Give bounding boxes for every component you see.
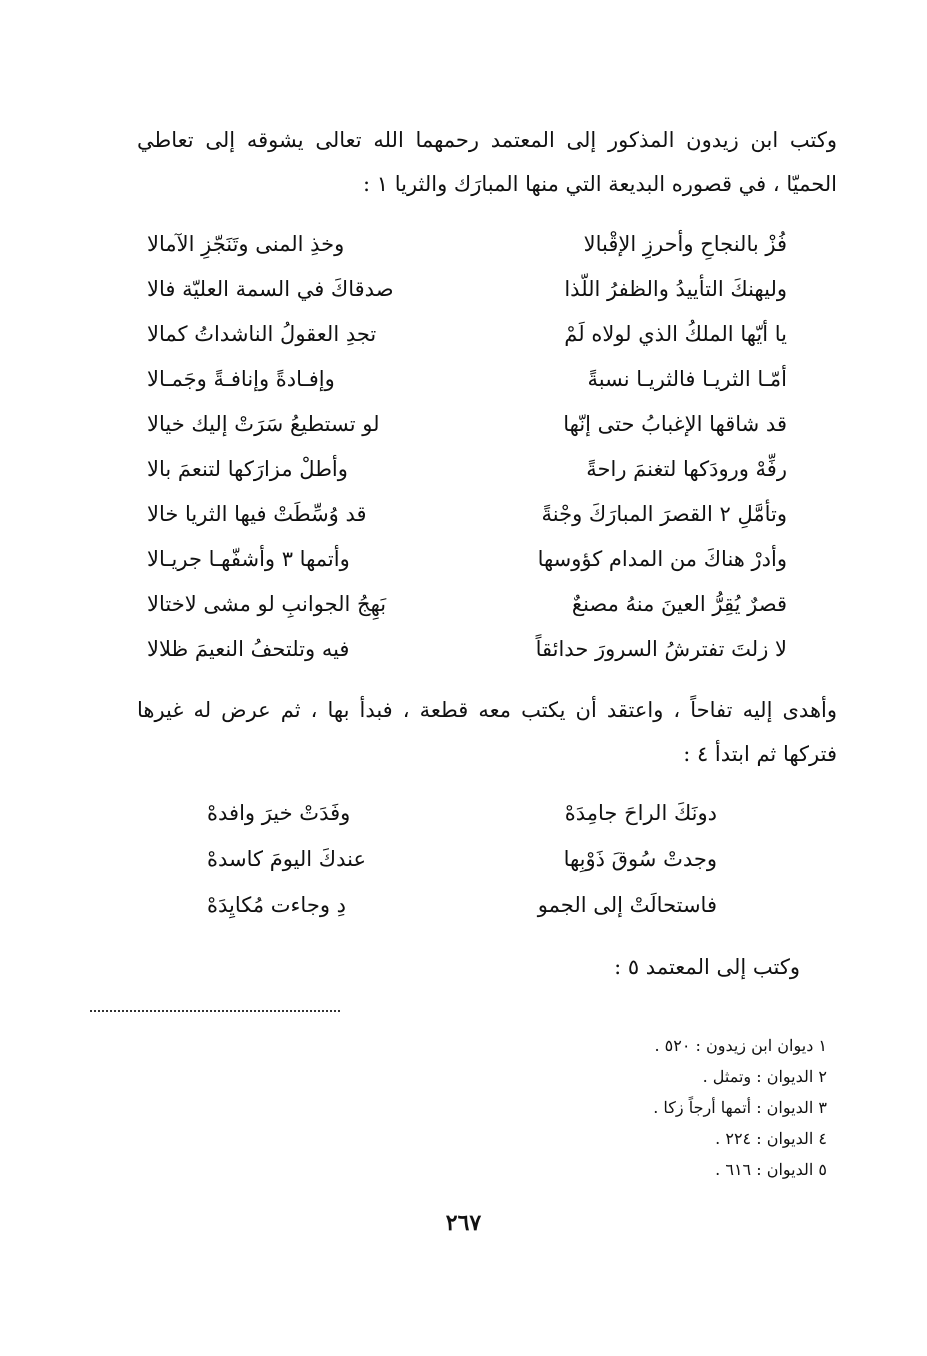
page-number: ٢٦٧ [445, 1210, 482, 1236]
verse [147, 537, 787, 582]
second-paragraph [137, 688, 837, 776]
footnote-separator [90, 1010, 340, 1012]
verse-first-hemistich: فُزْ بالنجاحِ وأحرزِ الإقْبالا [583, 232, 787, 256]
verse-second-hemistich: وخذِ المنى وتَنَجّزِ الآمالا [147, 232, 345, 256]
closing-line: وكتب إلى المعتمد ٥ : [614, 955, 800, 979]
verse [147, 267, 787, 312]
verse-second-hemistich: فيه وتلتحفُ النعيمَ ظلالا [147, 637, 350, 661]
footnote: ٣ الديوان : أتمها أرجاً زكا . [653, 1098, 827, 1117]
verse-second-hemistich: عندكَ اليومَ كاسدهْ [207, 847, 366, 871]
verse-first-hemistich: وتأمَّلِ ٢ القصرَ المبارَكَ وجْنةً [541, 502, 787, 526]
verse [147, 222, 787, 267]
verse [147, 492, 787, 537]
verse-second-hemistich: صدقاكَ في السمة العليّة فالا [147, 277, 394, 301]
footnote: ٤ الديوان : ٢٢٤ . [715, 1129, 827, 1148]
verse [147, 627, 787, 672]
verse-first-hemistich: يا أيّها الملكُ الذي لولاه لَمْ [564, 322, 787, 346]
verse [147, 312, 787, 357]
intro-paragraph-text: وكتب ابن زيدون المذكور إلى المعتمد رحمهما الله تعالى يشوقه إلى تعاطي الحميّا ، في قصوره البديعة التي منها المبارَك والثريا ١ : [137, 128, 837, 196]
verse-first-hemistich: فاستحالَتْ إلى الجمو [537, 893, 717, 917]
verse-first-hemistich: قد شاقها الإغبابُ حتى إنّها [563, 412, 787, 436]
verse-first-hemistich: وليهنكَ التأييدُ والظفرُ اللّذا [564, 277, 787, 301]
verse [207, 882, 717, 928]
verse [147, 357, 787, 402]
verse-second-hemistich: لو تستطيعُ سَرَتْ إليك خيالا [147, 412, 380, 436]
verse-second-hemistich: دِ وجاءت مُكايِدَهْ [207, 893, 346, 917]
verse [147, 582, 787, 627]
footnote: ٢ الديوان : وتمثل . [702, 1067, 827, 1086]
verse-first-hemistich: لا زلتَ تفترشُ السرورَ حدائقاً [535, 637, 787, 661]
verse-first-hemistich: رفِّهْ ورودَكها لتغنمَ راحةً [586, 457, 787, 481]
verse-second-hemistich: وفَدَتْ خيرَ وافدهْ [207, 801, 351, 825]
second-paragraph-text: وأهدى إليه تفاحاً ، واعتقد أن يكتب معه قطعة ، فبدأ بها ، ثم عرض له غيرها فتركها ثم ابتدأ ٤ : [137, 698, 837, 766]
poem-one [147, 222, 787, 672]
verse [207, 836, 717, 882]
verse-second-hemistich: تجدِ العقولُ الناشداتُ كمالا [147, 322, 377, 346]
footnotes [327, 1030, 827, 1185]
verse-first-hemistich: أمّـا الثريـا فالثريـا نسبةً [587, 367, 787, 391]
verse-second-hemistich: قد وُسِّطَتْ فيها الثريا خالا [147, 502, 367, 526]
verse-second-hemistich: وأطلْ مزارَكها لتنعمَ بالا [147, 457, 348, 481]
verse [207, 790, 717, 836]
verse-first-hemistich: وجدتْ سُوقَ ذَوْبِها [563, 847, 717, 871]
verse-first-hemistich: قصرٌ يُقِرُّ العينَ منهُ مصنعٌ [571, 592, 787, 616]
verse [147, 447, 787, 492]
verse-first-hemistich: دونَكَ الراحَ جامِدَهْ [564, 801, 717, 825]
intro-paragraph [137, 118, 837, 206]
verse-second-hemistich: وإفـادةً وإنافـةً وجَمـالا [147, 367, 335, 391]
verse-first-hemistich: وأدرْ هناكَ من المدام كؤوسها [537, 547, 787, 571]
verse-second-hemistich: بَهِجُ الجوانبِ لو مشى لاختالا [147, 592, 387, 616]
verse-second-hemistich: وأتمها ٣ وأشفّهـا جريـالا [147, 547, 350, 571]
footnote: ١ ديوان ابن زيدون : ٥٢٠ . [654, 1036, 827, 1055]
verse [147, 402, 787, 447]
poem-two [207, 790, 717, 928]
footnote: ٥ الديوان : ٦١٦ . [715, 1160, 827, 1179]
